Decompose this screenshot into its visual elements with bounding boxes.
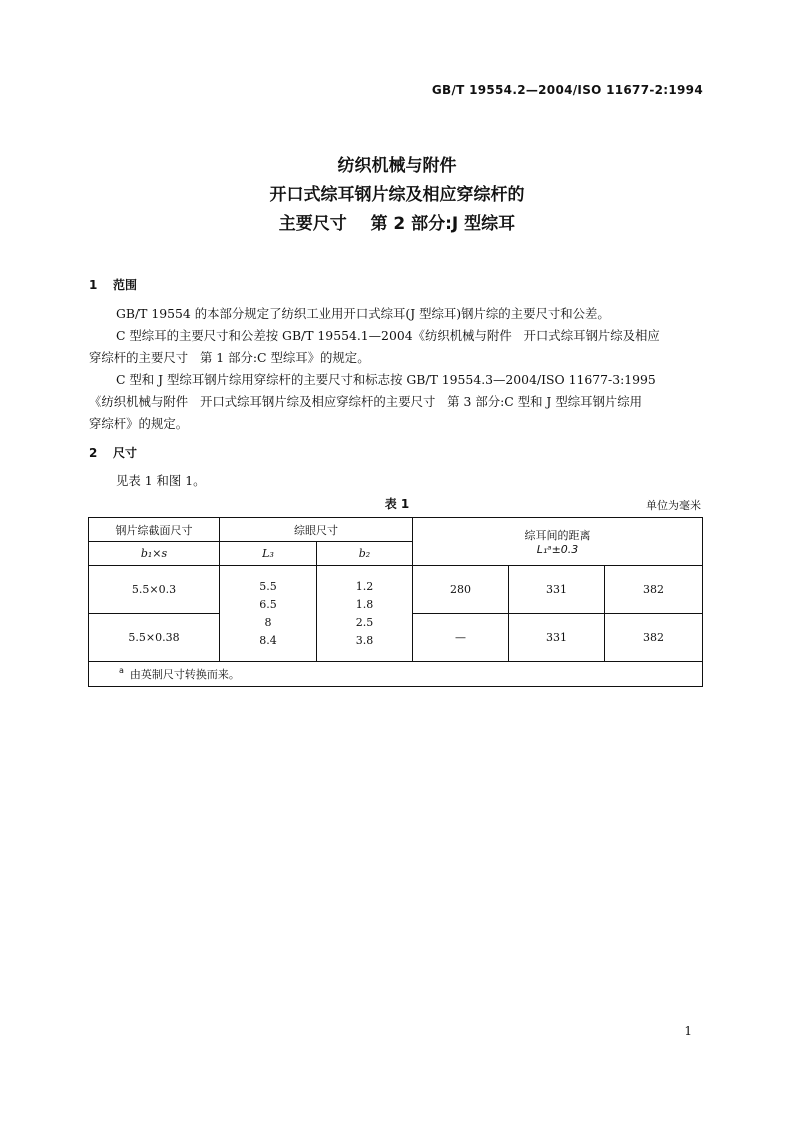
distance-cell: 382: [605, 566, 703, 614]
title-line-3: 主要尺寸 第 2 部分:J 型综耳: [278, 214, 516, 234]
header-l3-symbol: L₃: [220, 542, 317, 566]
l3-value: 6.5: [259, 597, 277, 611]
b2-value: 3.8: [355, 633, 374, 647]
table-row: [89, 566, 703, 614]
section-2-number: 2: [89, 446, 98, 460]
header-b2-symbol: b₂: [317, 542, 413, 566]
distance-cell: —: [413, 614, 509, 662]
distance-cell: 331: [509, 566, 605, 614]
section-1-paragraph-2-line-1: C 型综耳的主要尺寸和公差按 GB/T 19554.1—2004《纺织机械与附件 开口式综耳钢片综及相应: [116, 328, 660, 343]
header-ear-distance-symbol: L₁ᵃ±0.3: [536, 543, 579, 556]
standard-number: GB/T 19554.2—2004/ISO 11677-2:1994: [431, 83, 703, 97]
section-2-paragraph-1: 见表 1 和图 1。: [116, 473, 206, 488]
l3-value: 8.4: [259, 633, 277, 647]
header-eye-size: 综眼尺寸: [220, 518, 413, 542]
footnote-text: 由英制尺寸转换而来。: [129, 668, 240, 681]
section-size-cell: 5.5×0.38: [89, 614, 220, 662]
section-1-paragraph-3-line-3: 穿综杆》的规定。: [89, 416, 189, 431]
section-1-paragraph-3-line-1: C 型和 J 型综耳钢片综用穿综杆的主要尺寸和标志按 GB/T 19554.3—2004/ISO 11677-3:1995: [116, 372, 656, 387]
distance-cell: 331: [509, 614, 605, 662]
section-1-heading: [89, 276, 137, 293]
l3-value: 8: [264, 615, 272, 629]
b2-value: 2.5: [355, 615, 374, 629]
footnote-mark: a: [119, 666, 124, 676]
distance-cell: 382: [605, 614, 703, 662]
header-ear-distance-title: 综耳间的距离: [524, 529, 591, 542]
b2-values-cell: [317, 566, 413, 662]
l3-value: 5.5: [259, 579, 277, 593]
b2-value: 1.8: [355, 597, 374, 611]
document-title: [0, 152, 794, 239]
header-section-size: 钢片综截面尺寸: [89, 518, 220, 542]
title-line-1: 纺织机械与附件: [337, 156, 457, 176]
b2-value: 1.2: [355, 579, 374, 593]
header-section-symbol: b₁×s: [89, 542, 220, 566]
section-2-body: [89, 470, 703, 492]
section-1-body: [89, 303, 703, 435]
distance-cell: 280: [413, 566, 509, 614]
header-ear-distance: [413, 518, 703, 566]
dimensions-table: [88, 517, 703, 687]
table-unit: 单位为毫米: [646, 499, 701, 512]
table-caption: 表 1: [384, 497, 410, 511]
page-number: 1: [684, 1024, 692, 1038]
section-1-title: 范围: [113, 278, 138, 292]
section-1-number: 1: [89, 278, 98, 292]
table-footnote: [89, 662, 703, 687]
section-1-paragraph-1: GB/T 19554 的本部分规定了纺织工业用开口式综耳(J 型综耳)钢片综的主要尺寸和公差。: [116, 306, 610, 321]
section-size-cell: 5.5×0.3: [89, 566, 220, 614]
section-1-paragraph-3-line-2: 《纺织机械与附件 开口式综耳钢片综及相应穿综杆的主要尺寸 第 3 部分:C 型和 J 型综耳钢片综用: [89, 394, 643, 409]
section-2-heading: [89, 444, 137, 461]
title-line-2: 开口式综耳钢片综及相应穿综杆的: [269, 185, 525, 205]
section-2-title: 尺寸: [113, 446, 138, 460]
l3-values-cell: [220, 566, 317, 662]
section-1-paragraph-2-line-2: 穿综杆的主要尺寸 第 1 部分:C 型综耳》的规定。: [89, 350, 370, 365]
